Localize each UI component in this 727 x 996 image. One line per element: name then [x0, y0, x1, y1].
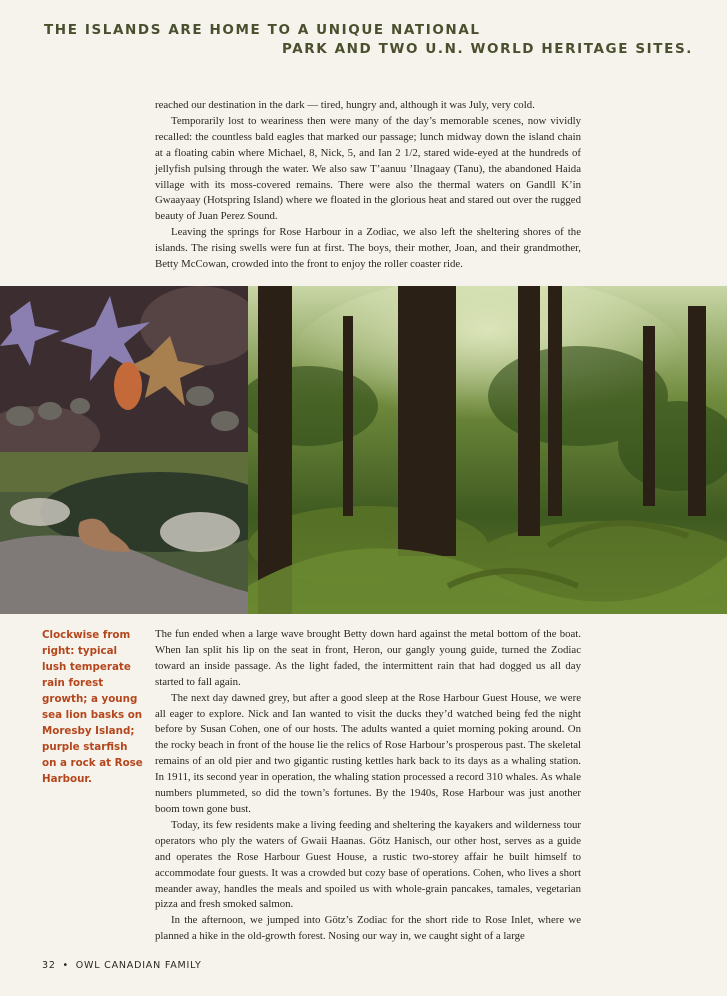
photo-caption: Clockwise from right: typical lush temperate rain forest growth; a young sea lion basks on Moresby Island; purple starfish on a rock at Rose Harbour. — [42, 629, 143, 785]
article-paragraph: reached our destination in the dark — tired, hungry and, although it was July, very cold. — [155, 99, 535, 111]
article-bottom — [155, 627, 581, 945]
header-line-2: PARK AND TWO U.N. WORLD HERITAGE SITES. — [281, 41, 693, 57]
section-header — [0, 20, 727, 64]
article-paragraph: The fun ended when a large wave brought Betty down hard against the metal bottom of the boat. When Ian split his lip on the seat in front, Heron, our gangly young guide, turned the Zodiac toward an inside passage. As the light faded, the intermittent rain that had dogged us all day started to fall again. — [155, 628, 581, 688]
article-paragraph: The next day dawned grey, but after a good sleep at the Rose Harbour Guest House, we were all eager to explore. Nick and Ian wanted to visit the ducks they’d watched being fed the night before by Susan Cohen, one of our hosts. The adults wanted a quiet morning poking around. On the rocky beach in front of the house lie the relics of Rose Harbour’s prosperous past. The skeletal remains of an old pier and two gigantic rusting kettles hark back to its days as a whaling station. In 1911, its second year in operation, the whaling station processed a record 310 whales. As whale numbers plummeted, so did the town’s fortunes. By the 1940s, Rose Harbour was just another boom town gone bust. — [155, 691, 581, 815]
page-footer — [42, 960, 202, 971]
header-line-1: THE ISLANDS ARE HOME TO A UNIQUE NATIONAL — [44, 22, 481, 38]
starfish-photo — [0, 286, 248, 452]
article-paragraph: Leaving the springs for Rose Harbour in a Zodiac, we also left the sheltering shores of the islands. The rising swells were fun at first. The boys, their mother, Joan, and their grandmother, Betty McCowan, crowded into the front to enjoy the roller coaster ride. — [155, 226, 581, 271]
page-number: 32 — [42, 960, 56, 971]
rain-forest-photo — [248, 286, 727, 614]
article-paragraph: Temporarily lost to weariness then were many of the day’s memorable scenes, now vividly recalled: the countless bald eagles that marked our passage; lunch midway down the island chain at a floating cabin where Michael, 8, Nick, 5, and Ian 2 1/2, stared wide-eyed at the hundreds of jellyfish pulsing through the water. We also saw T’aanuu ’Ilnagaay (Tanu), the abandoned Haida village with its moss-covered remains. There were also the thermal waters on Gandll K’in Gwaayaay (Hotspring Island) where we floated in the glorious heat and stared out over the rugged beauty of Juan Perez Sound. — [155, 114, 581, 223]
publication-name: OWL CANADIAN FAMILY — [75, 960, 202, 971]
footer-separator: • — [62, 960, 69, 971]
article-paragraph: In the afternoon, we jumped into Götz’s Zodiac for the short ride to Rose Inlet, where we planned a hike in the old-growth forest. Nosing our way in, we caught sight of a large — [155, 914, 581, 943]
article-paragraph: Today, its few residents make a living feeding and sheltering the kayakers and wilderness tour operators who ply the waters of Gwaii Haanas. Götz Hanisch, our other host, serves as a guide and operates the Rose Harbour Guest House, a rustic two-storey affair he built himself to accommodate four guests. It was a crowded but cozy base of operations. Cohen, who lives a short meander away, handles the meals and spoiled us with whole-grain pancakes, tamales, vegetarian pizza and fresh smoked salmon. — [155, 818, 581, 911]
photo-band — [0, 286, 727, 614]
article-top — [155, 98, 581, 273]
sea-lion-photo — [0, 452, 248, 614]
